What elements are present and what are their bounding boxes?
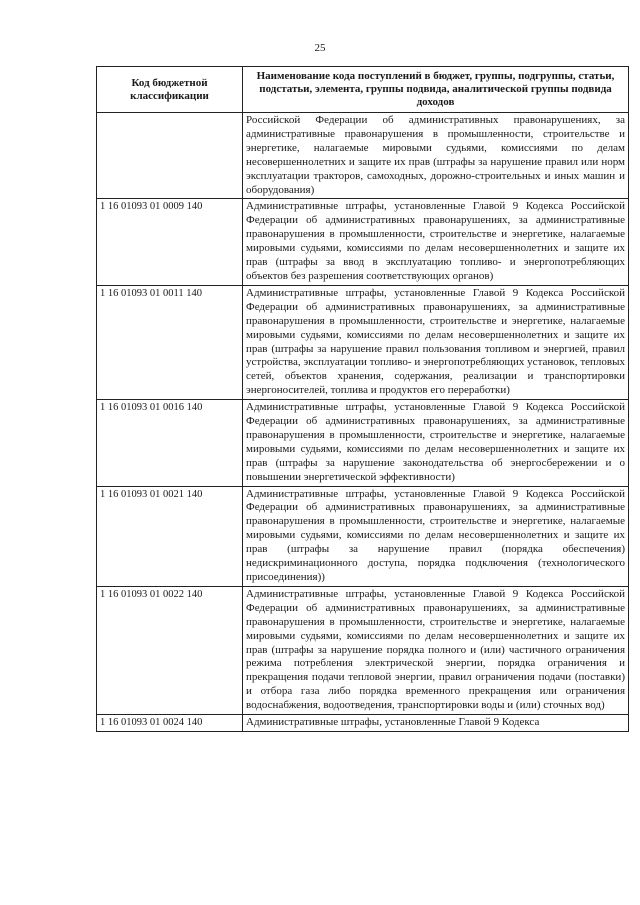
header-name: Наименование кода поступлений в бюджет, группы, подгруппы, статьи, подстатьи, элемента, группы подвида, аналитической группы подвида доходов bbox=[243, 67, 629, 113]
table-row bbox=[97, 715, 629, 732]
row-description: Административные штрафы, установленные Главой 9 Кодекса Российской Федерации об административных правонарушениях, за административные правонарушения в промышленности, строительстве и энергетике, налагаемые мировыми судьями, комиссиями по делам несовершеннолетних и защите их прав (штрафы за нарушение правил пользования топливом и энергией, правил устройства, эксплуатации топливо- и энергопотребляющих установок, тепловых сетей, объектов хранения, содержания, реализации и транспортировки энергоносителей, топлива и продуктов его переработки) bbox=[243, 285, 629, 399]
table-row bbox=[97, 285, 629, 399]
table-row bbox=[97, 486, 629, 586]
budget-classification-table bbox=[96, 66, 629, 732]
row-code: 1 16 01093 01 0009 140 bbox=[97, 199, 243, 285]
row-description: Административные штрафы, установленные Главой 9 Кодекса Российской Федерации об административных правонарушениях, за административные правонарушения в промышленности, строительстве и энергетике, налагаемые мировыми судьями, комиссиями по делам несовершеннолетних и защите их прав (штрафы за нарушение порядка полного и (или) частичного ограничения режима потребления электрической энергии, порядка ограничения и прекращения подачи тепловой энергии, правил ограничения подачи (поставки) и отбора газа либо порядка временного прекращения или ограничения водоснабжения, водоотведения, транспортировки воды и (или) сточных вод) bbox=[243, 586, 629, 714]
row-code: 1 16 01093 01 0024 140 bbox=[97, 715, 243, 732]
row-code: 1 16 01093 01 0016 140 bbox=[97, 400, 243, 486]
row-code bbox=[97, 113, 243, 199]
header-code: Код бюджетной классификации bbox=[97, 67, 243, 113]
row-description: Административные штрафы, установленные Главой 9 Кодекса Российской Федерации об административных правонарушениях, за административные правонарушения в промышленности, строительстве и энергетике, налагаемые мировыми судьями, комиссиями по делам несовершеннолетних и защите их прав (штрафы за нарушение правил (порядка обеспечения) недискриминационного доступа, порядка подключения (технологического присоединения)) bbox=[243, 486, 629, 586]
table-row bbox=[97, 113, 629, 199]
row-code: 1 16 01093 01 0011 140 bbox=[97, 285, 243, 399]
table-row bbox=[97, 586, 629, 714]
row-description: Российской Федерации об административных правонарушениях, за административные правонарушения в промышленности, строительстве и энергетике, налагаемые мировыми судьями, комиссиями по делам несовершеннолетних и защите их прав (штрафы за нарушение правил или норм эксплуатации тракторов, самоходных, дорожно-строительных и иных машин и оборудования) bbox=[243, 113, 629, 199]
row-description: Административные штрафы, установленные Главой 9 Кодекса bbox=[243, 715, 629, 732]
row-code: 1 16 01093 01 0021 140 bbox=[97, 486, 243, 586]
table-row bbox=[97, 400, 629, 486]
row-description: Административные штрафы, установленные Главой 9 Кодекса Российской Федерации об административных правонарушениях, за административные правонарушения в промышленности, строительстве и энергетике, налагаемые мировыми судьями, комиссиями по делам несовершеннолетних и защите их прав (штрафы за нарушение законодательства об энергосбережении и о повышении энергетической эффективности) bbox=[243, 400, 629, 486]
page-number: 25 bbox=[314, 42, 326, 54]
row-description: Административные штрафы, установленные Главой 9 Кодекса Российской Федерации об административных правонарушениях, за административные правонарушения в промышленности, строительстве и энергетике, налагаемые мировыми судьями, комиссиями по делам несовершеннолетних и защите их прав (штрафы за ввод в эксплуатацию топливо- и энергопотребляющих объектов без разрешения соответствующих органов) bbox=[243, 199, 629, 285]
table-header-row bbox=[97, 67, 629, 113]
table-row bbox=[97, 199, 629, 285]
row-code: 1 16 01093 01 0022 140 bbox=[97, 586, 243, 714]
